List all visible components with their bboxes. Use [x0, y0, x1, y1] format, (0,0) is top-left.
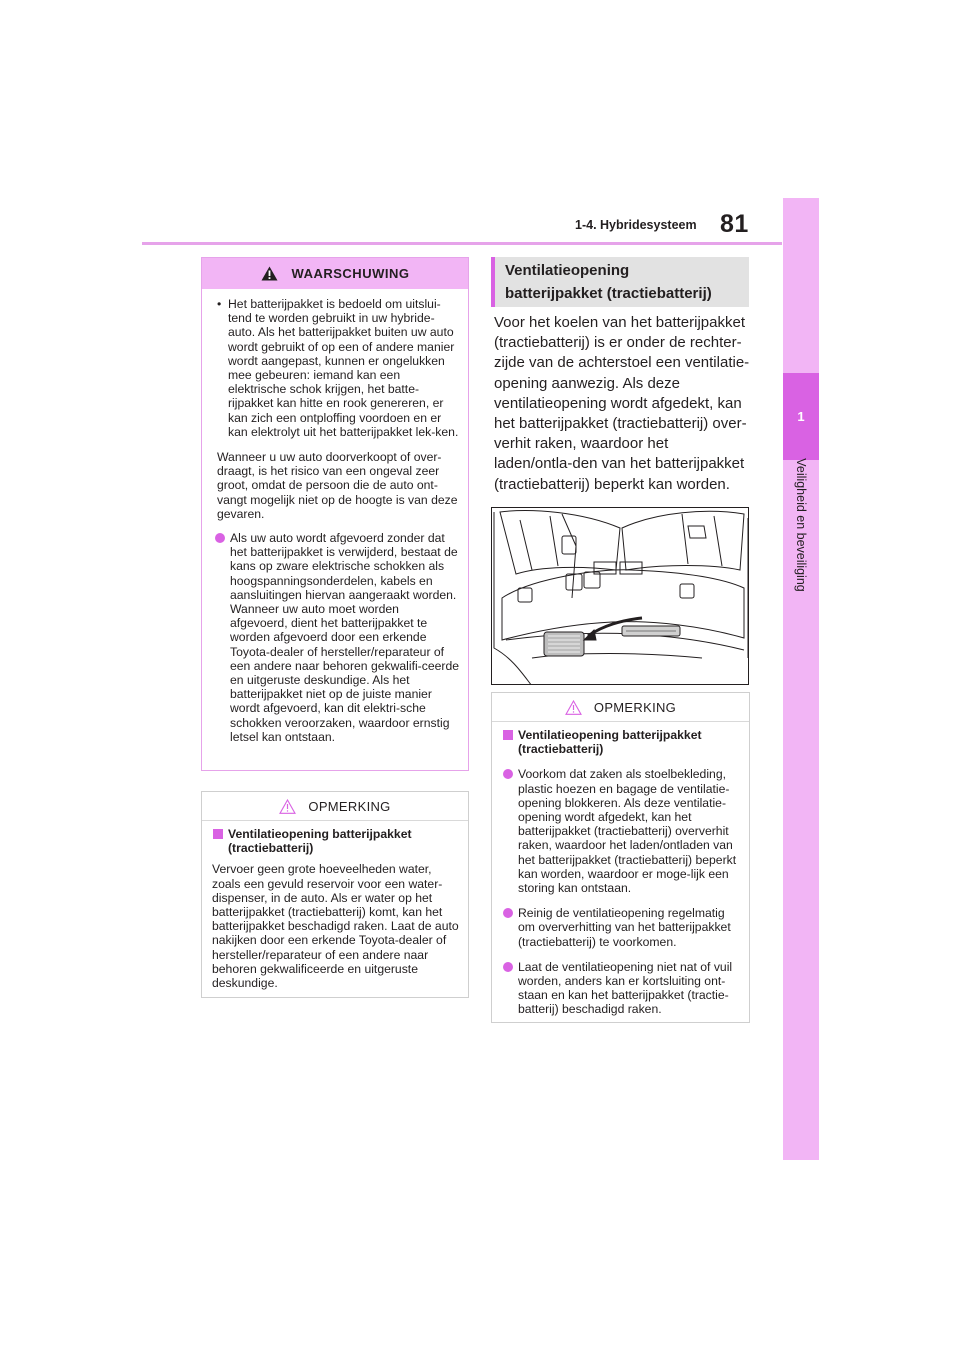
notice-body — [492, 722, 749, 1017]
notice-heading-text: Ventilatieopening batterijpakket (tractiebatterij) — [228, 827, 412, 856]
notice-heading — [502, 728, 740, 756]
vent-heading-line-2: batterijpakket (tractiebatterij) — [505, 285, 712, 302]
bullet-circle-icon — [503, 908, 513, 918]
warning-list-item — [217, 531, 459, 744]
notice-list-item — [502, 960, 740, 1017]
bullet-circle-icon — [215, 533, 225, 543]
caution-triangle-icon — [565, 700, 582, 715]
notice-box-right — [491, 692, 750, 1023]
chapter-sidebar — [783, 198, 819, 1160]
bullet-square-icon — [213, 829, 223, 839]
warning-paragraph: Wanneer u uw auto doorverkoopt of over-draagt, is het risico van een ongeval zeer groot, omdat de persoon die de auto ont-vangt mogelijk niet op de hoogte is van deze gevaren. — [217, 450, 458, 521]
warning-header — [202, 258, 468, 289]
chapter-number: 1 — [797, 409, 805, 424]
notice-header — [492, 693, 749, 722]
notice-list-item-text: Laat de ventilatieopening niet nat of vuil worden, anders kan er kortsluiting ont-staan en kan het batterijpakket (tractie-batterij) beschadigd raken. — [518, 959, 733, 1017]
chapter-title: Veiligheid en beveiliging — [794, 458, 808, 592]
bullet-circle-icon — [503, 962, 513, 972]
notice-list-item-text: Voorkom dat zaken als stoelbekleding, plastic hoezen en bagage de ventilatie-opening blokkeren. Als deze ventilatie-opening wordt afgedekt, kan het batterijpakket (tractiebatterij) oververhit raken, waardoor het laden/ontladen van het batterijpakket (tractiebatterij) beperkt kan worden, waardoor er moge-lijk een storing kan ontstaan. — [518, 767, 737, 896]
notice-heading — [212, 827, 459, 855]
notice-title: OPMERKING — [308, 798, 391, 814]
chapter-number-tab — [783, 373, 819, 460]
warning-title: WAARSCHUWING — [291, 266, 410, 281]
notice-header — [202, 792, 468, 821]
warning-box — [201, 257, 469, 771]
warning-list-item-text: Als uw auto wordt afgevoerd zonder dat het batterijpakket is verwijderd, bestaat de kans op zware elektrische schokken als hoogspanningsonderdelen, kabels en aansluitingen hiervan aangeraakt worden. Wanneer uw auto moet worden afgevoerd, dient het batterijpakket te worden afgevoerd door een erkende Toyota-dealer of hersteller/reparateur of een andere naar behoren gekwalifi-ceerde en uitgeruste deskundige. Als het batterijpakket niet op de juiste manier wordt afgevoerd, kan dit elektri-sche schokken veroorzaken, waardoor ernstig letsel kan ontstaan. — [230, 531, 460, 744]
page-number: 81 — [720, 210, 749, 238]
notice-heading-text: Ventilatieopening batterijpakket (tractiebatterij) — [518, 728, 702, 757]
caution-triangle-icon — [279, 799, 296, 814]
vent-heading-line-1: Ventilatieopening — [505, 262, 630, 279]
notice-title: OPMERKING — [593, 699, 677, 715]
warning-triangle-icon — [261, 266, 278, 281]
bullet-circle-icon — [503, 769, 513, 779]
notice-list-item-text: Reinig de ventilatieopening regelmatig om oververhitting van het batterijpakket (tractiebatterij) te voorkomen. — [518, 906, 731, 949]
vent-section-heading — [491, 257, 749, 307]
bullet-square-icon — [503, 730, 513, 740]
notice-text: Vervoer geen grote hoeveelheden water, zoals een gevuld reservoir voor een water-dispenser, in de auto. Als er water op het batterijpakket (tractiebatterij) komt, kan het batterijpakket beschadigd raken. Laat de auto nakijken door een erkende Toyota-dealer of hersteller/reparateur of een andere naar behoren gekwalificeerde en uitgeruste deskundige. — [212, 862, 459, 991]
header-divider — [142, 242, 782, 245]
rear-seat-drawing — [492, 508, 749, 685]
warning-body — [202, 289, 468, 744]
section-title: 1-4. Hybridesysteem — [575, 218, 697, 232]
vent-intro-text: Voor het koelen van het batterijpakket (tractiebatterij) is er onder de rechter-zijde van de achterstoel een ventilatie-opening aanwezig. Als deze ventilatieopening wordt afgedekt, kan het batterijpakket (tractiebatterij) over-verhit raken, waardoor het laden/ontla-den van het batterijpakket (tractiebatterij) beperkt kan worden. — [494, 314, 750, 493]
notice-list-item — [502, 906, 740, 949]
warning-bullet: • Het batterijpakket is bedoeld om uitslui-tend te worden gebruikt in uw hybride-auto. Als het batterijpakket buiten uw auto wordt gebruikt of op een of andere manier wordt aangepast, kunnen er ongelukken mee gebeuren: iemand kan een elektrische schok krijgen, het batte-rijpakket kan hitte en rook genereren, er kan zich een ontploffing voordoen en er kan elektrolyt uit het batterijpakket lek-ken. — [217, 297, 459, 439]
notice-body — [202, 821, 468, 990]
rear-seat-vent-illustration — [491, 507, 749, 685]
notice-box-left — [201, 791, 469, 998]
notice-list-item — [502, 767, 740, 895]
